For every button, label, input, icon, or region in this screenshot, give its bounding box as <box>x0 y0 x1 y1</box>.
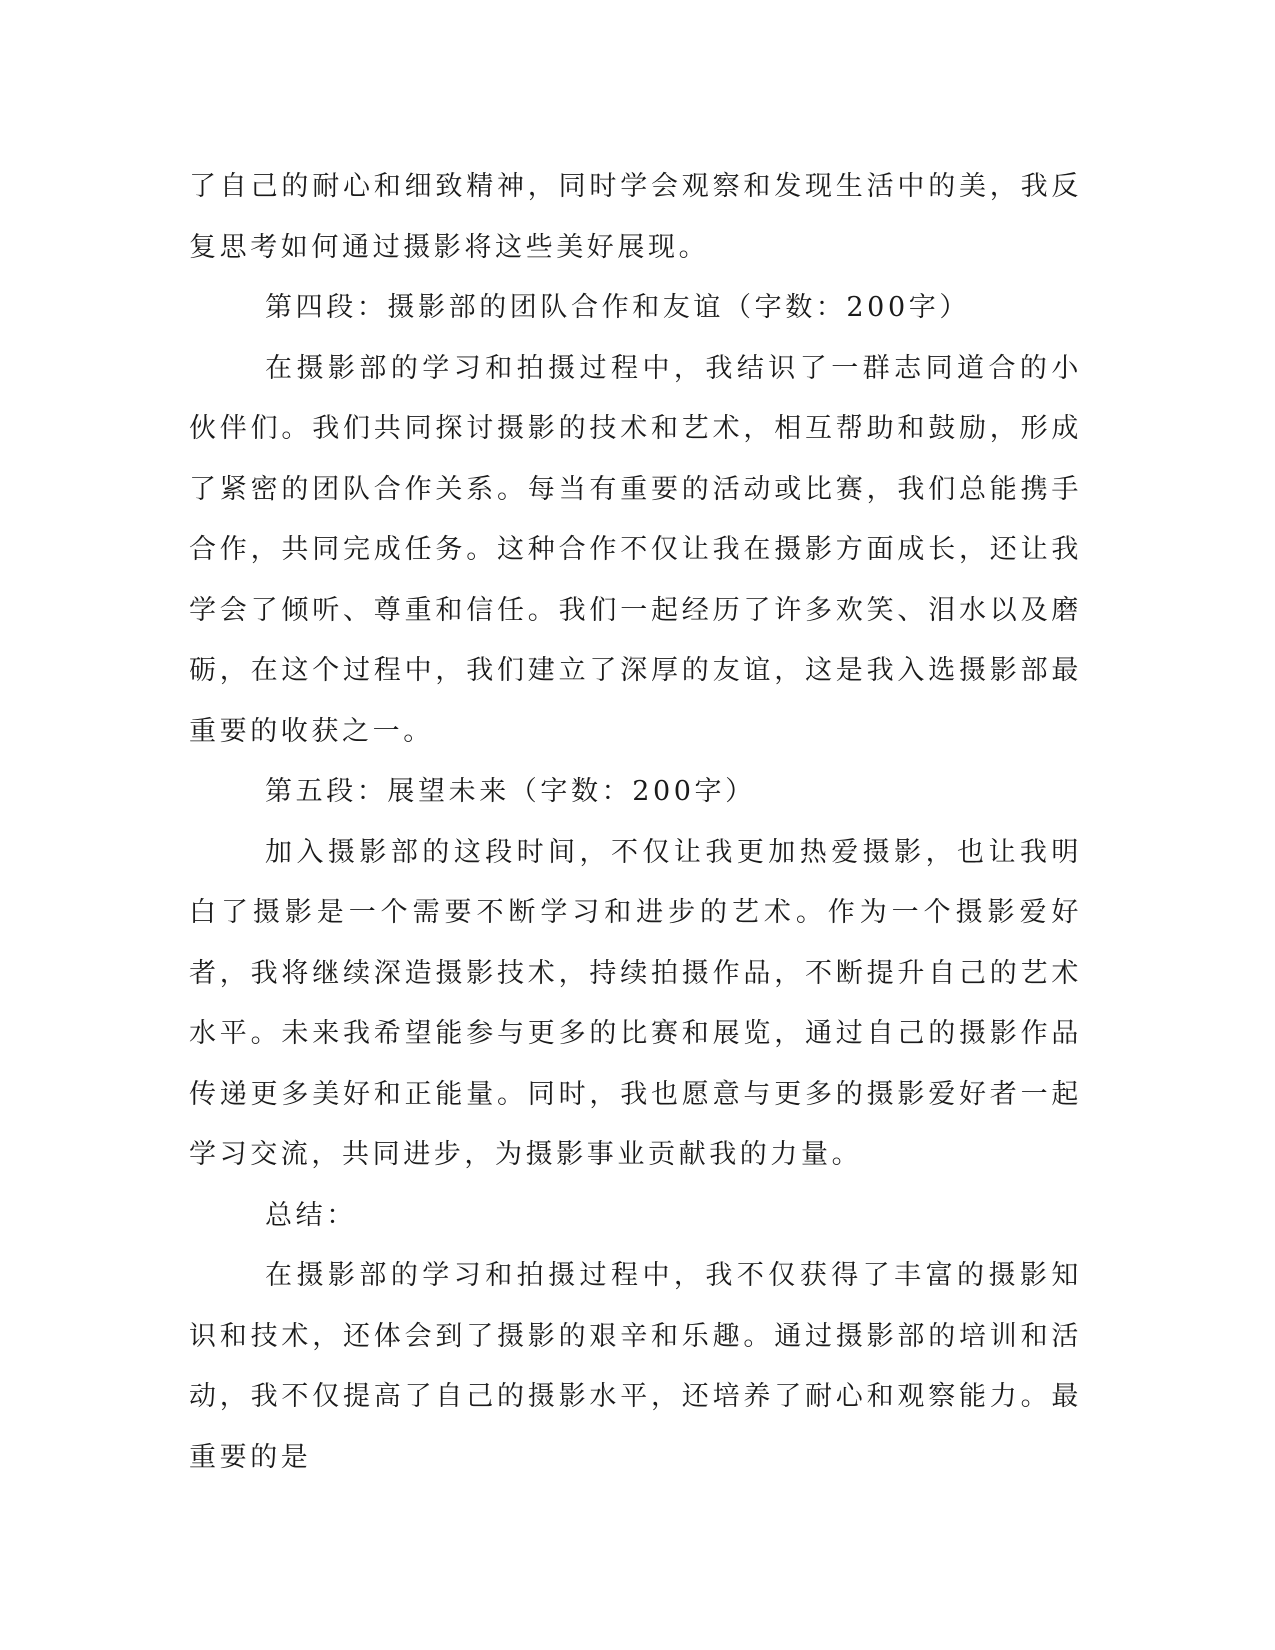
section-4-body: 在摄影部的学习和拍摄过程中，我结识了一群志同道合的小伙伴们。我们共同探讨摄影的技术和艺术，相互帮助和鼓励，形成了紧密的团队合作关系。每当有重要的活动或比赛，我们总能携手合作，共同完成任务。这种合作不仅让我在摄影方面成长，还让我学会了倾听、尊重和信任。我们一起经历了许多欢笑、泪水以及磨砺，在这个过程中，我们建立了深厚的友谊，这是我入选摄影部最重要的收获之一。 <box>189 352 1082 747</box>
section-4-heading: 第四段：摄影部的团队合作和友谊（字数：200字） <box>265 292 970 323</box>
section-5-heading: 第五段：展望未来（字数：200字） <box>265 776 756 807</box>
section-5-body: 加入摄影部的这段时间，不仅让我更加热爱摄影，也让我明白了摄影是一个需要不断学习和进步的艺术。作为一个摄影爱好者，我将继续深造摄影技术，持续拍摄作品，不断提升自己的艺术水平。未来我希望能参与更多的比赛和展览，通过自己的摄影作品传递更多美好和正能量。同时，我也愿意与更多的摄影爱好者一起学习交流，共同进步，为摄影事业贡献我的力量。 <box>189 836 1082 1170</box>
document-body <box>189 157 1082 1488</box>
summary-heading: 总结： <box>265 1199 357 1231</box>
paragraph-continued: 了自己的耐心和细致精神，同时学会观察和发现生活中的美，我反复思考如何通过摄影将这些美好展现。 <box>189 171 1082 263</box>
summary-body: 在摄影部的学习和拍摄过程中，我不仅获得了丰富的摄影知识和技术，还体会到了摄影的艰辛和乐趣。通过摄影部的培训和活动，我不仅提高了自己的摄影水平，还培养了耐心和观察能力。最重要的是 <box>189 1260 1082 1473</box>
